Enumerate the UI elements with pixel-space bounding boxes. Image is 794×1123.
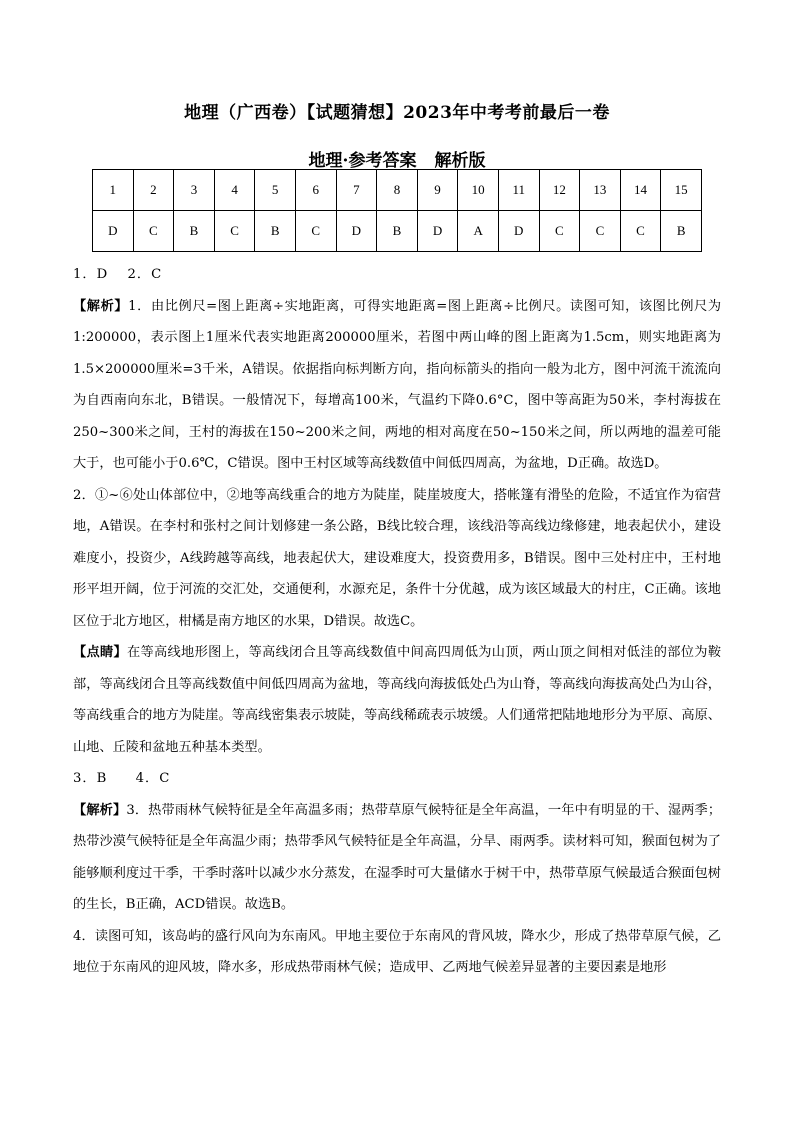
analysis-paragraph-q3 <box>73 795 721 921</box>
answer-cell: C <box>214 211 255 252</box>
answer-cell: B <box>377 211 418 252</box>
comment-tag: 【点睛】 <box>73 645 128 660</box>
question-number-cell: 11 <box>498 170 539 211</box>
answer-cell: D <box>498 211 539 252</box>
document-subtitle <box>0 146 794 171</box>
subtitle-answer-key: 地理·参考答案 <box>308 151 417 171</box>
question-number-cell: 9 <box>417 170 458 211</box>
analysis-paragraph-q4: 4．读图可知，该岛屿的盛行风向为东南风。甲地主要位于东南风的背风坡，降水少，形成了热带草原气候，乙地位于东南风的迎风坡，降水多，形成热带雨林气候；造成甲、乙两地气候差异显著的主要因素是地形 <box>73 928 721 975</box>
analysis-text-q3: 3．热带雨林气候特征是全年高温多雨；热带草原气候特征是全年高温，一年中有明显的干、湿两季；热带沙漠气候特征是全年高温少雨；热带季风气候特征是全年高温，分旱、雨两季。读材料可知，猴面包树为了能够顺利度过干季，干季时落叶以减少水分蒸发，在湿季时可大量储水于树干中，热带草原气候最适合猴面包树的生长，B正确，ACD错误。故选B。 <box>73 802 722 912</box>
answer-cell: A <box>458 211 499 252</box>
answer-cell: B <box>255 211 296 252</box>
question-number-cell: 2 <box>133 170 174 211</box>
answer-cell: D <box>336 211 377 252</box>
answer-cell: C <box>580 211 621 252</box>
question-number-cell: 7 <box>336 170 377 211</box>
answer-cell: C <box>620 211 661 252</box>
explanation-body <box>73 259 721 984</box>
answer-cell: C <box>539 211 580 252</box>
question-number-cell: 13 <box>580 170 621 211</box>
answer-cell: B <box>661 211 702 252</box>
analysis-tag: 【解析】 <box>73 298 129 314</box>
answer-cell: C <box>295 211 336 252</box>
analysis-paragraph-q2: 2．①~⑥处山体部位中，②地等高线重合的地方为陡崖，陡崖坡度大，搭帐篷有滑坠的危险，不适宜作为宿营地，A错误。在李村和张村之间计划修建一条公路，B线比较合理，该线沿等高线边缘修建，地表起伏小，建设难度小，投资少，A线跨越等高线，地表起伏大，建设难度大，投资费用多，B错误。图中三处村庄中，王村地形平坦开阔，位于河流的交汇处，交通便利，水源充足，条件十分优越，成为该区域最大的村庄，C正确。该地区位于北方地区，柑橘是南方地区的水果，D错误。故选C。 <box>73 487 721 629</box>
question-heading-3-4: 3．B 4．C <box>73 771 171 786</box>
question-number-cell: 10 <box>458 170 499 211</box>
subtitle-edition: 解析版 <box>434 151 486 171</box>
document-title: 地理（广西卷）【试题猜想】2023年中考考前最后一卷 <box>184 103 610 123</box>
analysis-paragraph-q1 <box>73 291 721 480</box>
answer-cell: D <box>417 211 458 252</box>
answer-table-answer-row <box>93 211 702 252</box>
question-number-cell: 5 <box>255 170 296 211</box>
question-number-cell: 4 <box>214 170 255 211</box>
answer-cell: D <box>93 211 134 252</box>
analysis-tag: 【解析】 <box>73 802 127 818</box>
answer-table-number-row <box>93 170 702 211</box>
comment-paragraph <box>73 637 721 763</box>
answer-table <box>92 169 702 252</box>
answer-cell: C <box>133 211 174 252</box>
question-heading-1-2: 1．D 2．C <box>73 267 163 282</box>
question-number-cell: 1 <box>93 170 134 211</box>
question-number-cell: 12 <box>539 170 580 211</box>
answer-cell: B <box>174 211 215 252</box>
analysis-text-q1: 1．由比例尺=图上距离÷实地距离，可得实地距离=图上距离÷比例尺。读图可知，该图比例尺为1:200000，表示图上1厘米代表实地距离200000厘米，若图中两山峰的图上距离为1.5cm，则实地距离为1.5×200000厘米=3千米，A错误。依据指向标判断方向，指向标箭头的指向一般为北方，图中河流干流流向为自西南向东北，B错误。一般情况下，每增高100米，气温约下降0.6°C，图中等高距为50米，李村海拔在250~300米之间，王村的海拔在150~200米之间，两地的相对高度在50~150米之间，所以两地的温差可能大于，也可能小于0.6℃，C错误。图中王村区域等高线数值中间低四周高，为盆地，D正确。故选D。 <box>73 298 722 471</box>
question-number-cell: 8 <box>377 170 418 211</box>
comment-text: 在等高线地形图上，等高线闭合且等高线数值中间高四周低为山顶，两山顶之间相对低洼的部位为鞍部，等高线闭合且等高线数值中间低四周高为盆地，等高线向海拔低处凸为山脊，等高线向海拔高处凸为山谷，等高线重合的地方为陡崖。等高线密集表示坡陡，等高线稀疏表示坡缓。人们通常把陆地地形分为平原、高原、山地、丘陵和盆地五种基本类型。 <box>73 645 722 755</box>
question-number-cell: 3 <box>174 170 215 211</box>
question-number-cell: 6 <box>295 170 336 211</box>
question-number-cell: 15 <box>661 170 702 211</box>
question-number-cell: 14 <box>620 170 661 211</box>
